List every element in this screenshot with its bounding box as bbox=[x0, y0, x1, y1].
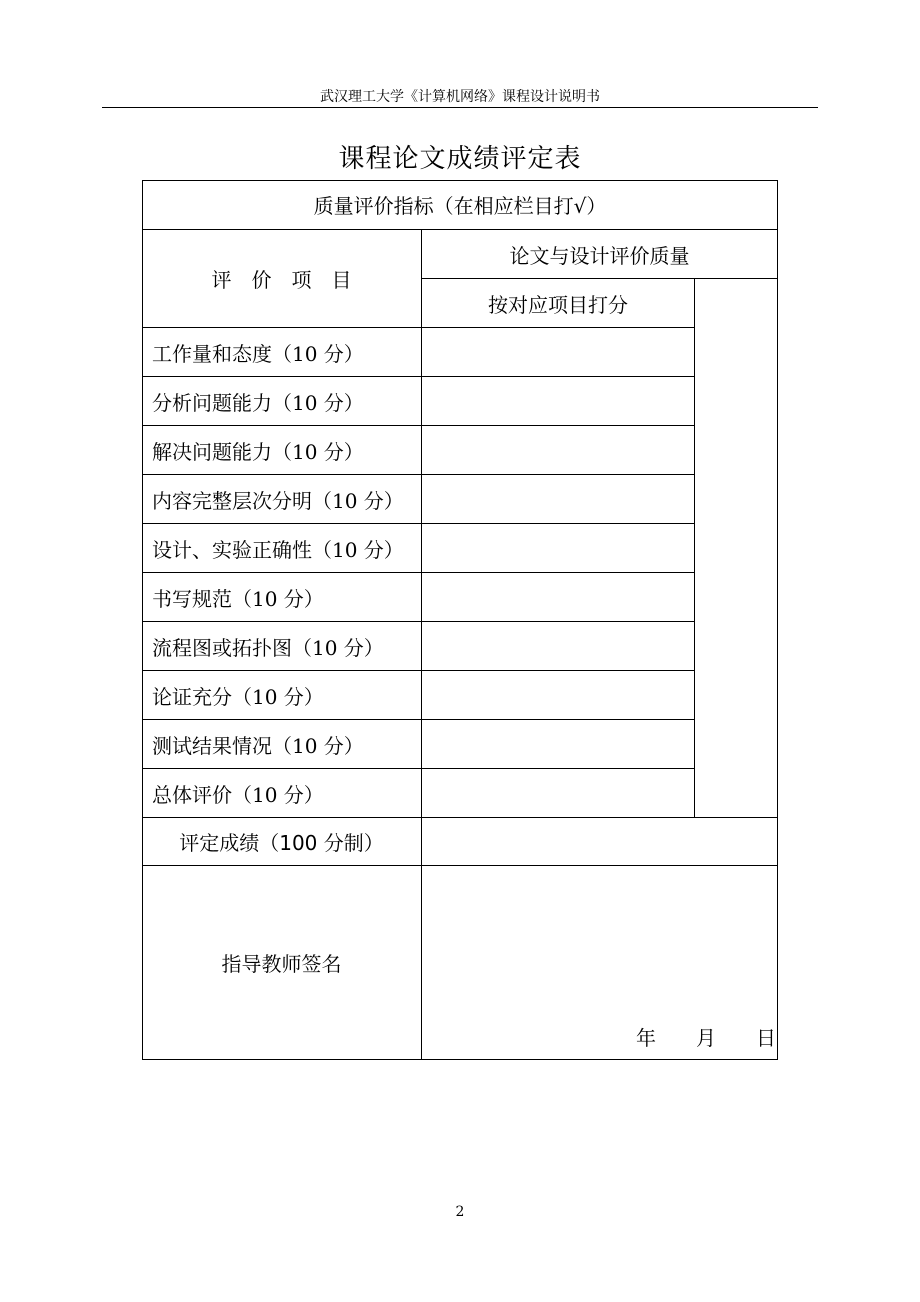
page-title: 课程论文成绩评定表 bbox=[338, 144, 582, 174]
criterion-score-cell[interactable] bbox=[422, 377, 694, 425]
date-month-label: 月 bbox=[696, 1026, 716, 1050]
criterion-label: 测试结果情况（10 分） bbox=[152, 733, 364, 758]
criterion-score-cell[interactable] bbox=[422, 426, 694, 474]
criterion-label: 工作量和态度（10 分） bbox=[152, 341, 364, 366]
criterion-label: 书写规范（10 分） bbox=[152, 586, 324, 611]
date-fields bbox=[636, 1022, 776, 1051]
criterion-score-cell[interactable] bbox=[422, 671, 694, 719]
date-year-label: 年 bbox=[636, 1026, 656, 1050]
criterion-label: 总体评价（10 分） bbox=[152, 782, 324, 807]
criterion-label: 流程图或拓扑图（10 分） bbox=[152, 635, 384, 660]
table-border-bottom bbox=[142, 1059, 778, 1060]
page-number: 2 bbox=[455, 1204, 465, 1220]
total-label-cell: 评定成绩（100 分制） bbox=[179, 831, 384, 855]
signature-label-cell: 指导教师签名 bbox=[221, 952, 342, 976]
criterion-score-cell[interactable] bbox=[422, 720, 694, 768]
document-header: 武汉理工大学《计算机网络》课程设计说明书 bbox=[320, 89, 600, 105]
criterion-score-cell[interactable] bbox=[422, 524, 694, 572]
criterion-score-cell[interactable] bbox=[422, 475, 694, 523]
criterion-score-cell[interactable] bbox=[422, 573, 694, 621]
quality-header-cell: 质量评价指标（在相应栏目打√） bbox=[313, 194, 607, 218]
criterion-label: 解决问题能力（10 分） bbox=[152, 439, 364, 464]
quality-merged-cell[interactable] bbox=[695, 279, 777, 817]
table-border-right bbox=[777, 180, 778, 1060]
score-hint-cell: 按对应项目打分 bbox=[488, 292, 628, 317]
total-score-cell[interactable] bbox=[422, 818, 777, 865]
criterion-label: 分析问题能力（10 分） bbox=[152, 390, 364, 415]
criterion-score-cell[interactable] bbox=[422, 769, 694, 817]
criterion-label: 内容完整层次分明（10 分） bbox=[152, 488, 404, 513]
date-day-label: 日 bbox=[756, 1026, 776, 1050]
quality-label-cell: 论文与设计评价质量 bbox=[509, 243, 690, 268]
grade-table bbox=[142, 180, 778, 1060]
criterion-score-cell[interactable] bbox=[422, 328, 694, 376]
item-header-cell: 评 价 项 目 bbox=[211, 268, 352, 292]
criterion-score-cell[interactable] bbox=[422, 622, 694, 670]
header-rule bbox=[102, 107, 818, 108]
criterion-label: 设计、实验正确性（10 分） bbox=[152, 537, 404, 562]
criterion-label: 论证充分（10 分） bbox=[152, 684, 324, 709]
